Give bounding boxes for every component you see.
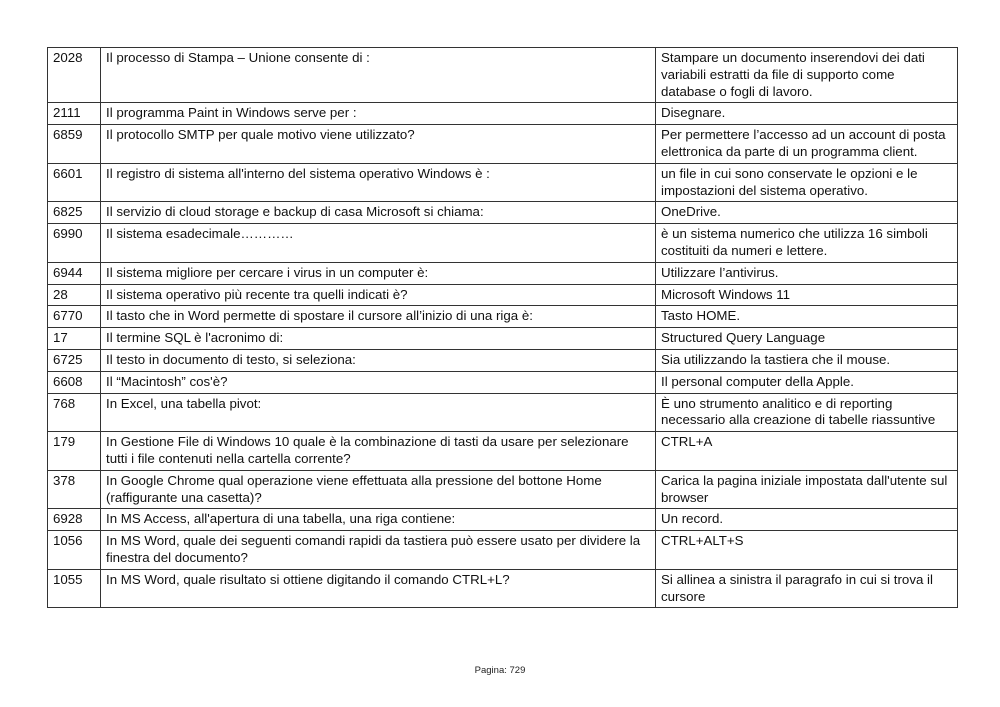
- question-id: 28: [48, 284, 101, 306]
- question-text: Il processo di Stampa – Unione consente di :: [101, 48, 656, 103]
- answer-text: CTRL+ALT+S: [656, 531, 958, 570]
- table-row: [48, 224, 958, 263]
- table-row: [48, 349, 958, 371]
- question-id: 6990: [48, 224, 101, 263]
- question-id: 17: [48, 328, 101, 350]
- quiz-table: [47, 47, 958, 608]
- answer-text: Structured Query Language: [656, 328, 958, 350]
- question-text: Il sistema operativo più recente tra quelli indicati è?: [101, 284, 656, 306]
- question-text: Il protocollo SMTP per quale motivo viene utilizzato?: [101, 125, 656, 164]
- answer-text: Tasto HOME.: [656, 306, 958, 328]
- table-row: [48, 509, 958, 531]
- question-id: 1056: [48, 531, 101, 570]
- answer-text: un file in cui sono conservate le opzioni e le impostazioni del sistema operativo.: [656, 163, 958, 202]
- question-text: Il servizio di cloud storage e backup di casa Microsoft si chiama:: [101, 202, 656, 224]
- table-row: [48, 103, 958, 125]
- question-text: In Excel, una tabella pivot:: [101, 393, 656, 432]
- question-text: Il sistema migliore per cercare i virus in un computer è:: [101, 262, 656, 284]
- question-text: In MS Access, all'apertura di una tabella, una riga contiene:: [101, 509, 656, 531]
- answer-text: È uno strumento analitico e di reporting necessario alla creazione di tabelle riassuntive: [656, 393, 958, 432]
- table-row: [48, 48, 958, 103]
- table-row: [48, 393, 958, 432]
- answer-text: Stampare un documento inserendovi dei dati variabili estratti da file di supporto come database o fogli di lavoro.: [656, 48, 958, 103]
- question-id: 2111: [48, 103, 101, 125]
- question-text: Il registro di sistema all'interno del sistema operativo Windows è :: [101, 163, 656, 202]
- question-id: 6770: [48, 306, 101, 328]
- answer-text: Sia utilizzando la tastiera che il mouse.: [656, 349, 958, 371]
- question-text: In MS Word, quale risultato si ottiene digitando il comando CTRL+L?: [101, 569, 656, 608]
- answer-text: Utilizzare l’antivirus.: [656, 262, 958, 284]
- question-id: 378: [48, 470, 101, 509]
- answer-text: Un record.: [656, 509, 958, 531]
- question-id: 768: [48, 393, 101, 432]
- answer-text: Disegnare.: [656, 103, 958, 125]
- answer-text: Per permettere l’accesso ad un account di posta elettronica da parte di un programma client.: [656, 125, 958, 164]
- question-id: 6608: [48, 371, 101, 393]
- question-id: 6725: [48, 349, 101, 371]
- question-text: In Google Chrome qual operazione viene effettuata alla pressione del bottone Home (raffigurante una casetta)?: [101, 470, 656, 509]
- question-text: Il testo in documento di testo, si seleziona:: [101, 349, 656, 371]
- question-text: Il programma Paint in Windows serve per :: [101, 103, 656, 125]
- question-id: 6859: [48, 125, 101, 164]
- table-row: [48, 432, 958, 471]
- table-row: [48, 284, 958, 306]
- table-row: [48, 371, 958, 393]
- question-id: 179: [48, 432, 101, 471]
- answer-text: Si allinea a sinistra il paragrafo in cui si trova il cursore: [656, 569, 958, 608]
- question-text: Il sistema esadecimale…………: [101, 224, 656, 263]
- question-text: Il termine SQL è l'acronimo di:: [101, 328, 656, 350]
- answer-text: Microsoft Windows 11: [656, 284, 958, 306]
- page-number: Pagina: 729: [474, 665, 526, 676]
- question-id: 6944: [48, 262, 101, 284]
- question-id: 6825: [48, 202, 101, 224]
- answer-text: OneDrive.: [656, 202, 958, 224]
- question-id: 2028: [48, 48, 101, 103]
- question-text: In Gestione File di Windows 10 quale è la combinazione di tasti da usare per selezionare tutti i file contenuti nella cartella corrente?: [101, 432, 656, 471]
- table-row: [48, 163, 958, 202]
- table-row: [48, 531, 958, 570]
- question-id: 1055: [48, 569, 101, 608]
- question-text: In MS Word, quale dei seguenti comandi rapidi da tastiera può essere usato per dividere la finestra del documento?: [101, 531, 656, 570]
- table-row: [48, 470, 958, 509]
- table-row: [48, 306, 958, 328]
- table-row: [48, 328, 958, 350]
- table-row: [48, 569, 958, 608]
- table-row: [48, 202, 958, 224]
- answer-text: è un sistema numerico che utilizza 16 simboli costituiti da numeri e lettere.: [656, 224, 958, 263]
- answer-text: CTRL+A: [656, 432, 958, 471]
- question-id: 6928: [48, 509, 101, 531]
- table-row: [48, 262, 958, 284]
- question-text: Il “Macintosh” cos'è?: [101, 371, 656, 393]
- table-row: [48, 125, 958, 164]
- answer-text: Il personal computer della Apple.: [656, 371, 958, 393]
- question-text: Il tasto che in Word permette di spostare il cursore all’inizio di una riga è:: [101, 306, 656, 328]
- quiz-table-body: [48, 48, 958, 608]
- answer-text: Carica la pagina iniziale impostata dall'utente sul browser: [656, 470, 958, 509]
- question-id: 6601: [48, 163, 101, 202]
